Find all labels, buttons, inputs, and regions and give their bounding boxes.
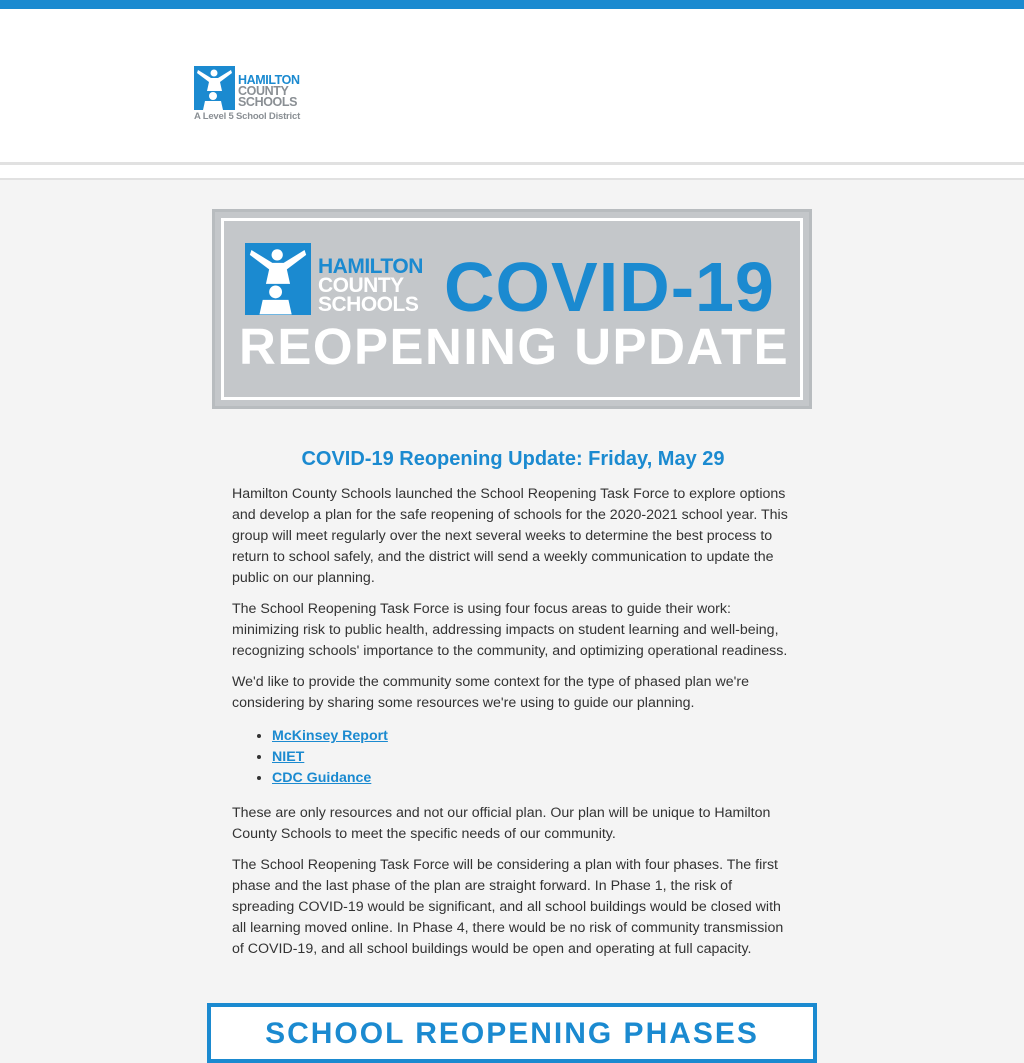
- reopening-phases-graphic: [207, 1003, 817, 1063]
- paragraph-phases: The School Reopening Task Force will be considering a plan with four phases. The first phase and the last phase of the plan are straight forward. In Phase 1, the risk of spreading COVID-19 would be significant, and all school buildings would be closed with all learning moved online. In Phase 4, there would be no risk of community transmission of COVID-19, and all school buildings would be open and operating at full capacity.: [232, 857, 784, 957]
- logo-wordmark: [238, 75, 300, 108]
- banner-logo-word-2: COUNTY: [318, 274, 404, 297]
- logo-word-1: HAMILTON: [238, 73, 300, 87]
- hero-banner-frame: [221, 218, 803, 400]
- phases-graphic-title: SCHOOL REOPENING PHASES: [265, 1017, 759, 1050]
- link-niet[interactable]: NIET: [272, 749, 305, 765]
- banner-subheadline: REOPENING UPDATE: [239, 318, 790, 375]
- banner-logo-word-1: HAMILTON: [318, 255, 423, 278]
- banner-headline: COVID-19: [444, 248, 775, 326]
- list-item: [272, 768, 794, 789]
- paragraph-focus-areas: The School Reopening Task Force is using four focus areas to guide their work: minimizing risk to public health, addressing impacts on student learning and well-being, recognizing schools' importance to the community, and optimizing operational readiness.: [232, 601, 788, 659]
- article-body: [232, 446, 794, 970]
- logo-word-2: COUNTY: [238, 84, 289, 98]
- email-header: [0, 9, 1024, 162]
- top-accent-bar: [0, 0, 1024, 9]
- logo-figure-icon: [194, 66, 235, 110]
- paragraph-context: We'd like to provide the community some context for the type of phased plan we're considering by sharing some resources we're using to guide our planning.: [232, 674, 749, 711]
- list-item: [272, 747, 794, 768]
- paragraph-intro: Hamilton County Schools launched the School Reopening Task Force to explore options and develop a plan for the safe reopening of schools for the 2020-2021 school year. This group will meet regularly over the next several weeks to determine the best process to return to school safely, and the district will send a weekly communication to update the public on our planning.: [232, 486, 788, 586]
- list-item: [272, 726, 794, 747]
- banner-logo-wordmark: [318, 257, 423, 314]
- link-mckinsey-report[interactable]: McKinsey Report: [272, 728, 388, 744]
- banner-logo-word-3: SCHOOLS: [318, 293, 419, 316]
- link-cdc-guidance[interactable]: CDC Guidance: [272, 770, 372, 786]
- district-logo[interactable]: [194, 66, 314, 124]
- resource-link-list: [272, 726, 794, 789]
- paragraph-disclaimer: These are only resources and not our official plan. Our plan will be unique to Hamilton County Schools to meet the specific needs of our community.: [232, 805, 771, 842]
- logo-tagline: A Level 5 School District: [194, 111, 301, 122]
- banner-logo-figure-icon: [245, 243, 311, 315]
- hero-banner-image: [212, 209, 812, 409]
- logo-word-3: SCHOOLS: [238, 95, 298, 109]
- header-divider-secondary: [0, 178, 1024, 180]
- article-title: COVID-19 Reopening Update: Friday, May 29: [301, 448, 725, 470]
